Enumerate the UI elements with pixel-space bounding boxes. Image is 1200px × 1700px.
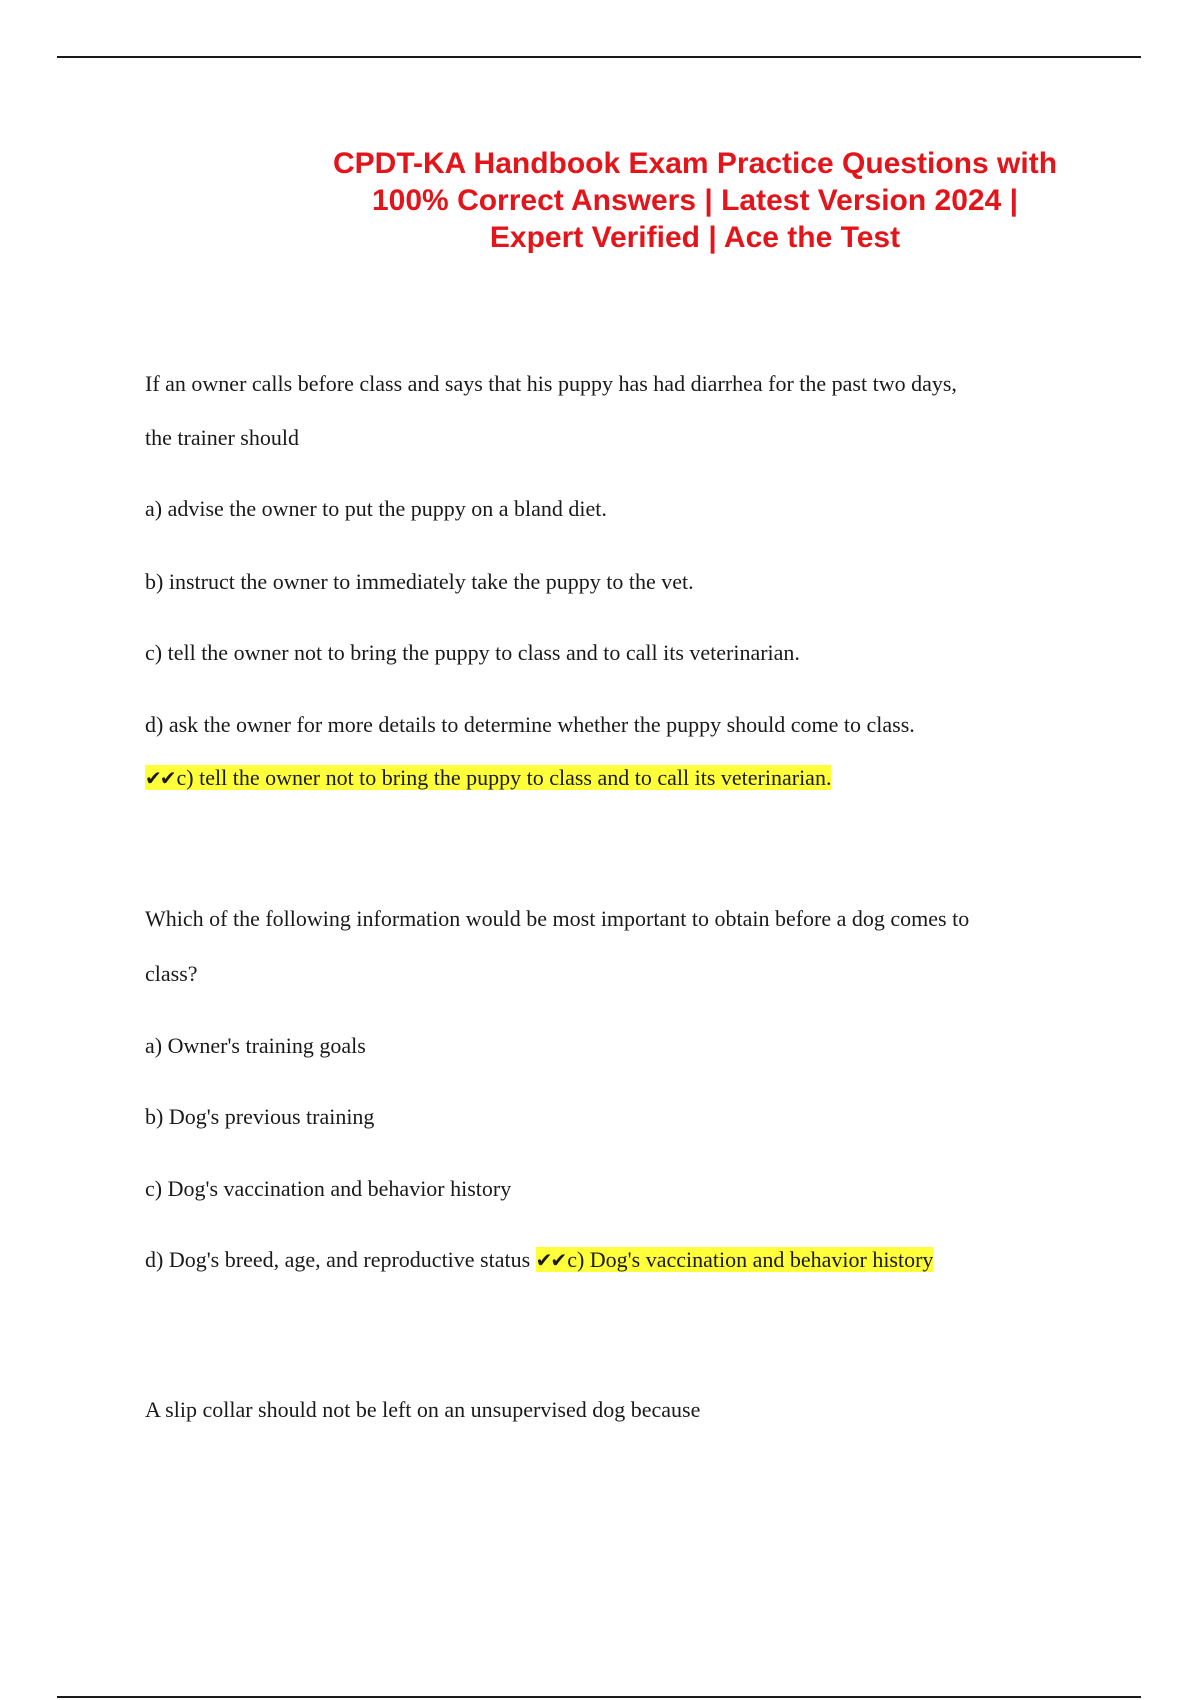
question-2-option-a: a) Owner's training goals <box>145 1033 366 1058</box>
question-1-answer <box>145 764 831 792</box>
question-1-stem-line-2: the trainer should <box>145 425 299 450</box>
question-1-option-a: a) advise the owner to put the puppy on a bland diet. <box>145 496 607 521</box>
check-mark-icon: ✔✔ <box>145 766 175 790</box>
question-2-option-d: d) Dog's breed, age, and reproductive status <box>145 1247 531 1272</box>
question-2-option-b: b) Dog's previous training <box>145 1104 375 1129</box>
question-2-stem-line-1: Which of the following information would be most important to obtain before a dog comes to <box>145 906 970 931</box>
question-2-option-c: c) Dog's vaccination and behavior history <box>145 1176 512 1201</box>
answer-highlight <box>536 1247 934 1272</box>
question-1-option-c: c) tell the owner not to bring the puppy to class and to call its veterinarian. <box>145 640 800 665</box>
title-line: 100% Correct Answers | Latest Version 2024 | <box>372 184 1018 217</box>
question-1-option-b: b) instruct the owner to immediately take the puppy to the vet. <box>145 569 694 594</box>
answer-text: c) Dog's vaccination and behavior history <box>567 1247 934 1272</box>
answer-text: c) tell the owner not to bring the puppy to class and to call its veterinarian. <box>176 765 832 790</box>
top-rule <box>57 56 1141 58</box>
question-1-stem-line-1: If an owner calls before class and says that his puppy has had diarrhea for the past two days, <box>145 371 957 396</box>
question-1-option-d: d) ask the owner for more details to determine whether the puppy should come to class. <box>145 712 915 737</box>
title-line: Expert Verified | Ace the Test <box>489 221 901 254</box>
question-3-stem-line-1: A slip collar should not be left on an unsupervised dog because <box>145 1397 701 1422</box>
answer-highlight <box>145 765 831 790</box>
question-2-stem-line-2: class? <box>145 961 198 986</box>
check-mark-icon: ✔✔ <box>535 1248 566 1272</box>
bottom-rule <box>57 1696 1141 1698</box>
question-2-option-d-and-answer <box>145 1246 933 1274</box>
title-line: CPDT-KA Handbook Exam Practice Questions with <box>332 147 1058 180</box>
document-title <box>240 145 1150 256</box>
